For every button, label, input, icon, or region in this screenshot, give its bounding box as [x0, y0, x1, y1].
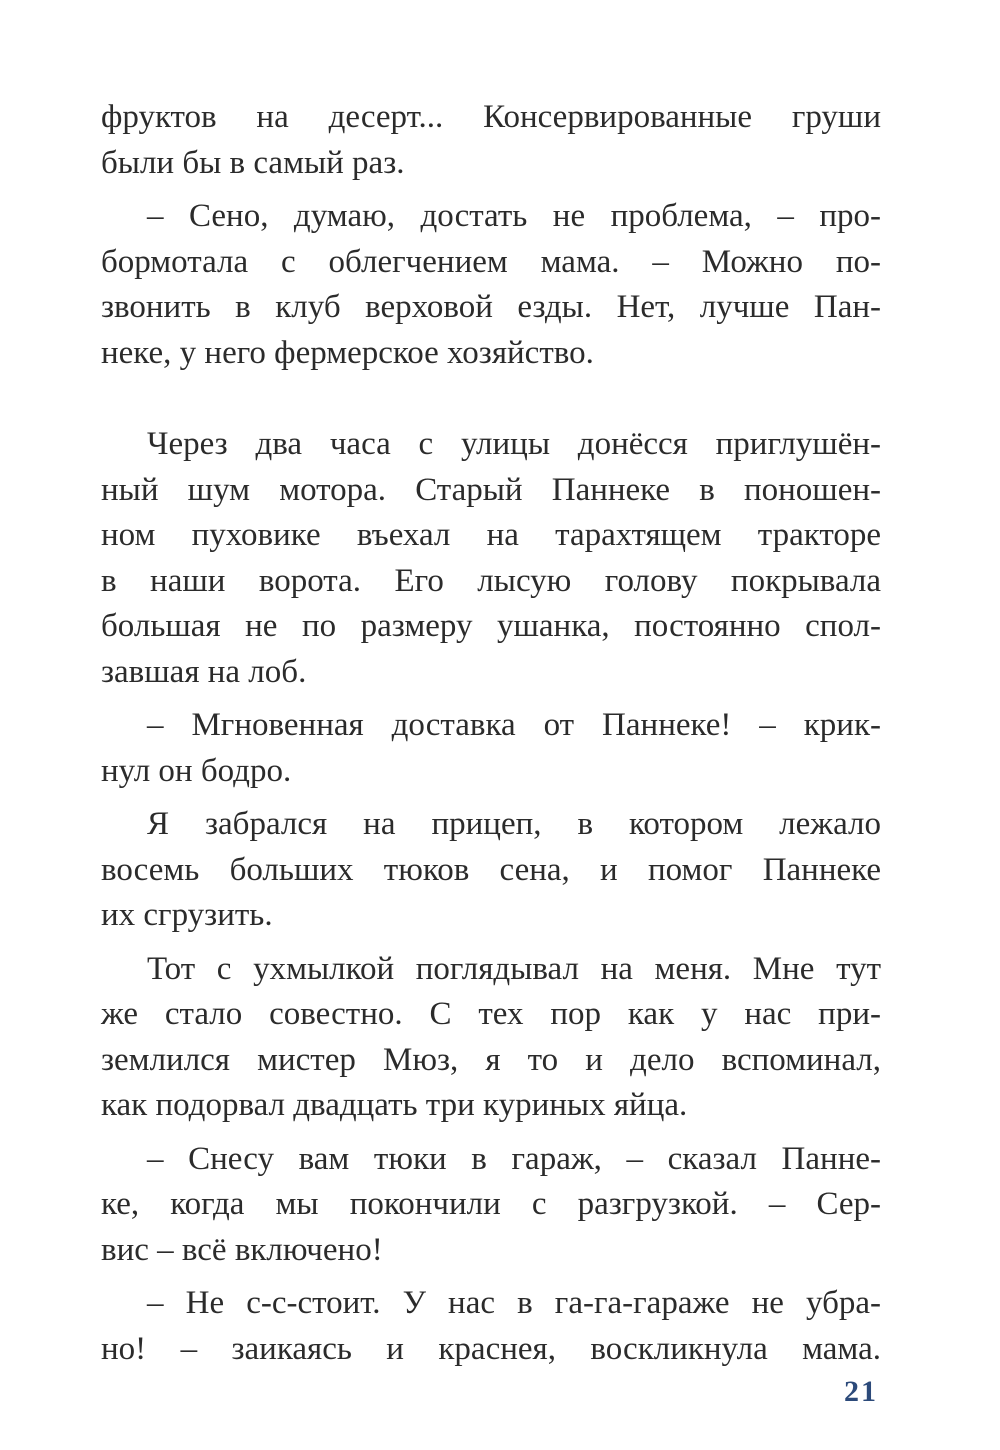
text-line: были бы в самый раз. — [101, 144, 405, 181]
text-line: Через два часа с улицы донёсся приглушён- — [147, 426, 881, 462]
text-line: нул он бодро. — [101, 752, 292, 789]
paragraph — [101, 422, 881, 695]
text-line: вис – всё включено! — [101, 1231, 383, 1268]
text-line: но! – заикаясь и краснея, воскликнула мама. — [101, 1330, 881, 1367]
paragraph — [101, 947, 881, 1129]
text-line: Я забрался на прицеп, в котором лежало — [147, 806, 881, 842]
text-line: – Не с-с-стоит. У нас в га-га-гараже не убра- — [147, 1285, 881, 1321]
paragraph — [101, 703, 881, 794]
text-line: ном пуховике въехал на тарахтящем тракторе — [101, 517, 881, 553]
text-line: бормотала с облегчением мама. – Можно по- — [101, 243, 881, 280]
text-line: неке, у него фермерское хозяйство. — [101, 334, 594, 371]
text-line: большая не по размеру ушанка, постоянно спол- — [101, 608, 881, 644]
text-line: завшая на лоб. — [101, 653, 307, 690]
text-line: ке, когда мы покончили с разгрузкой. – Сер- — [101, 1186, 881, 1222]
page-number: 21 — [844, 1375, 878, 1408]
text-line: фруктов на десерт... Консервированные груши — [101, 99, 881, 135]
text-line: в наши ворота. Его лысую голову покрывала — [101, 562, 881, 599]
paragraph — [101, 1137, 881, 1274]
text-line: их сгрузить. — [101, 897, 273, 933]
text-line: ный шум мотора. Старый Паннеке в поношен- — [101, 471, 881, 508]
text-line: Тот с ухмылкой поглядывал на меня. Мне тут — [147, 950, 881, 987]
paragraph — [101, 95, 881, 186]
text-line: звонить в клуб верховой езды. Нет, лучше Пан- — [101, 289, 881, 325]
text-line: как подорвал двадцать три куриных яйца. — [101, 1087, 688, 1123]
text-line: же стало совестно. С тех пор как у нас при- — [101, 996, 881, 1032]
text-line: – Сено, думаю, достать не проблема, – про- — [147, 198, 881, 234]
paragraph — [101, 194, 881, 376]
body-text — [101, 95, 881, 1372]
section-break — [101, 376, 881, 422]
paragraph — [101, 1281, 881, 1372]
paragraph — [101, 802, 881, 939]
text-line: землился мистер Мюз, я то и дело вспоминал, — [101, 1041, 881, 1078]
text-line: – Снесу вам тюки в гараж, – сказал Панне- — [147, 1140, 881, 1177]
text-line: восемь больших тюков сена, и помог Паннеке — [101, 851, 881, 888]
text-line: – Мгновенная доставка от Паннеке! – крик- — [147, 707, 881, 743]
